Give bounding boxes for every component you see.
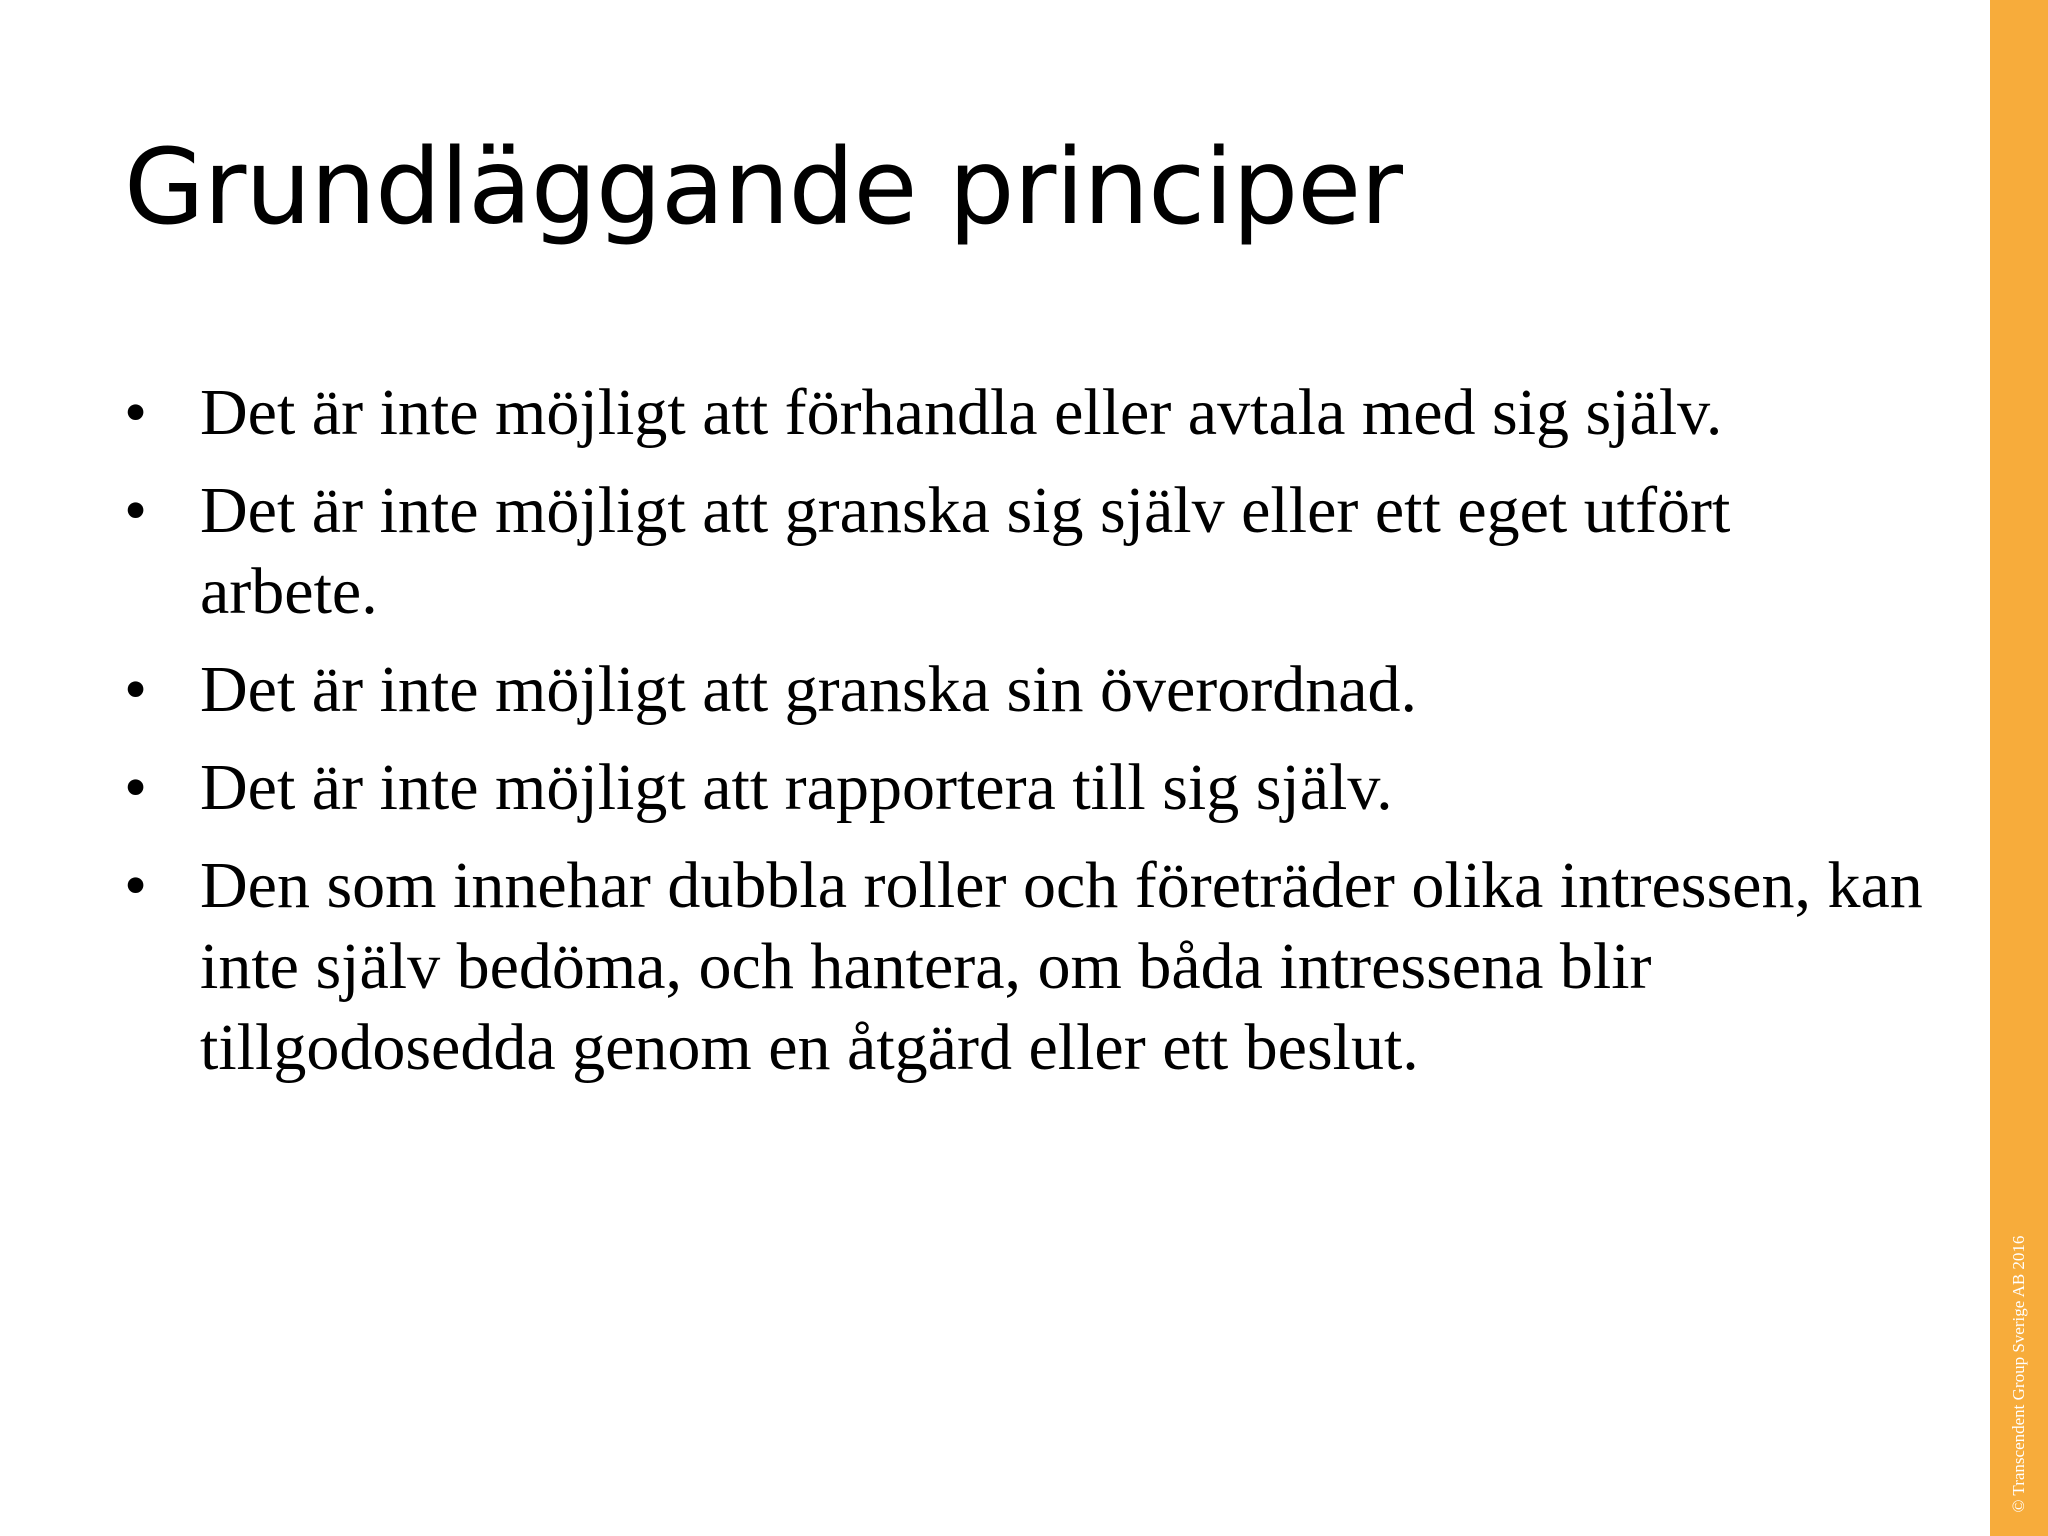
bullet-text: Det är inte möjligt att förhandla eller avtala med sig själv. (200, 376, 1723, 449)
bullet-text: Det är inte möjligt att granska sig själv eller ett eget utfört arbete. (200, 474, 1731, 628)
bullet-item (124, 470, 1924, 632)
copyright-notice: © Transcendent Group Sverige AB 2016 (2009, 1235, 2028, 1513)
bullet-item (124, 649, 1924, 730)
bullet-marker: • (124, 849, 148, 922)
bullet-text: Det är inte möjligt att rapportera till sig själv. (200, 751, 1393, 824)
bullet-text: Det är inte möjligt att granska sin överordnad. (200, 653, 1418, 726)
bullet-marker: • (124, 474, 148, 547)
bullet-text: Den som innehar dubbla roller och företräder olika intressen, kan inte själv bedöma, och hantera, om båda intressena blir tillgodosedda genom en åtgärd eller ett beslut. (200, 849, 1923, 1084)
bullet-list (124, 372, 1924, 1105)
bullet-marker: • (124, 751, 148, 824)
bullet-item (124, 747, 1924, 828)
slide-title: Grundläggande principer (124, 126, 1402, 248)
bullet-marker: • (124, 376, 148, 449)
bullet-item (124, 845, 1924, 1088)
bullet-marker: • (124, 653, 148, 726)
bullet-item (124, 372, 1924, 453)
